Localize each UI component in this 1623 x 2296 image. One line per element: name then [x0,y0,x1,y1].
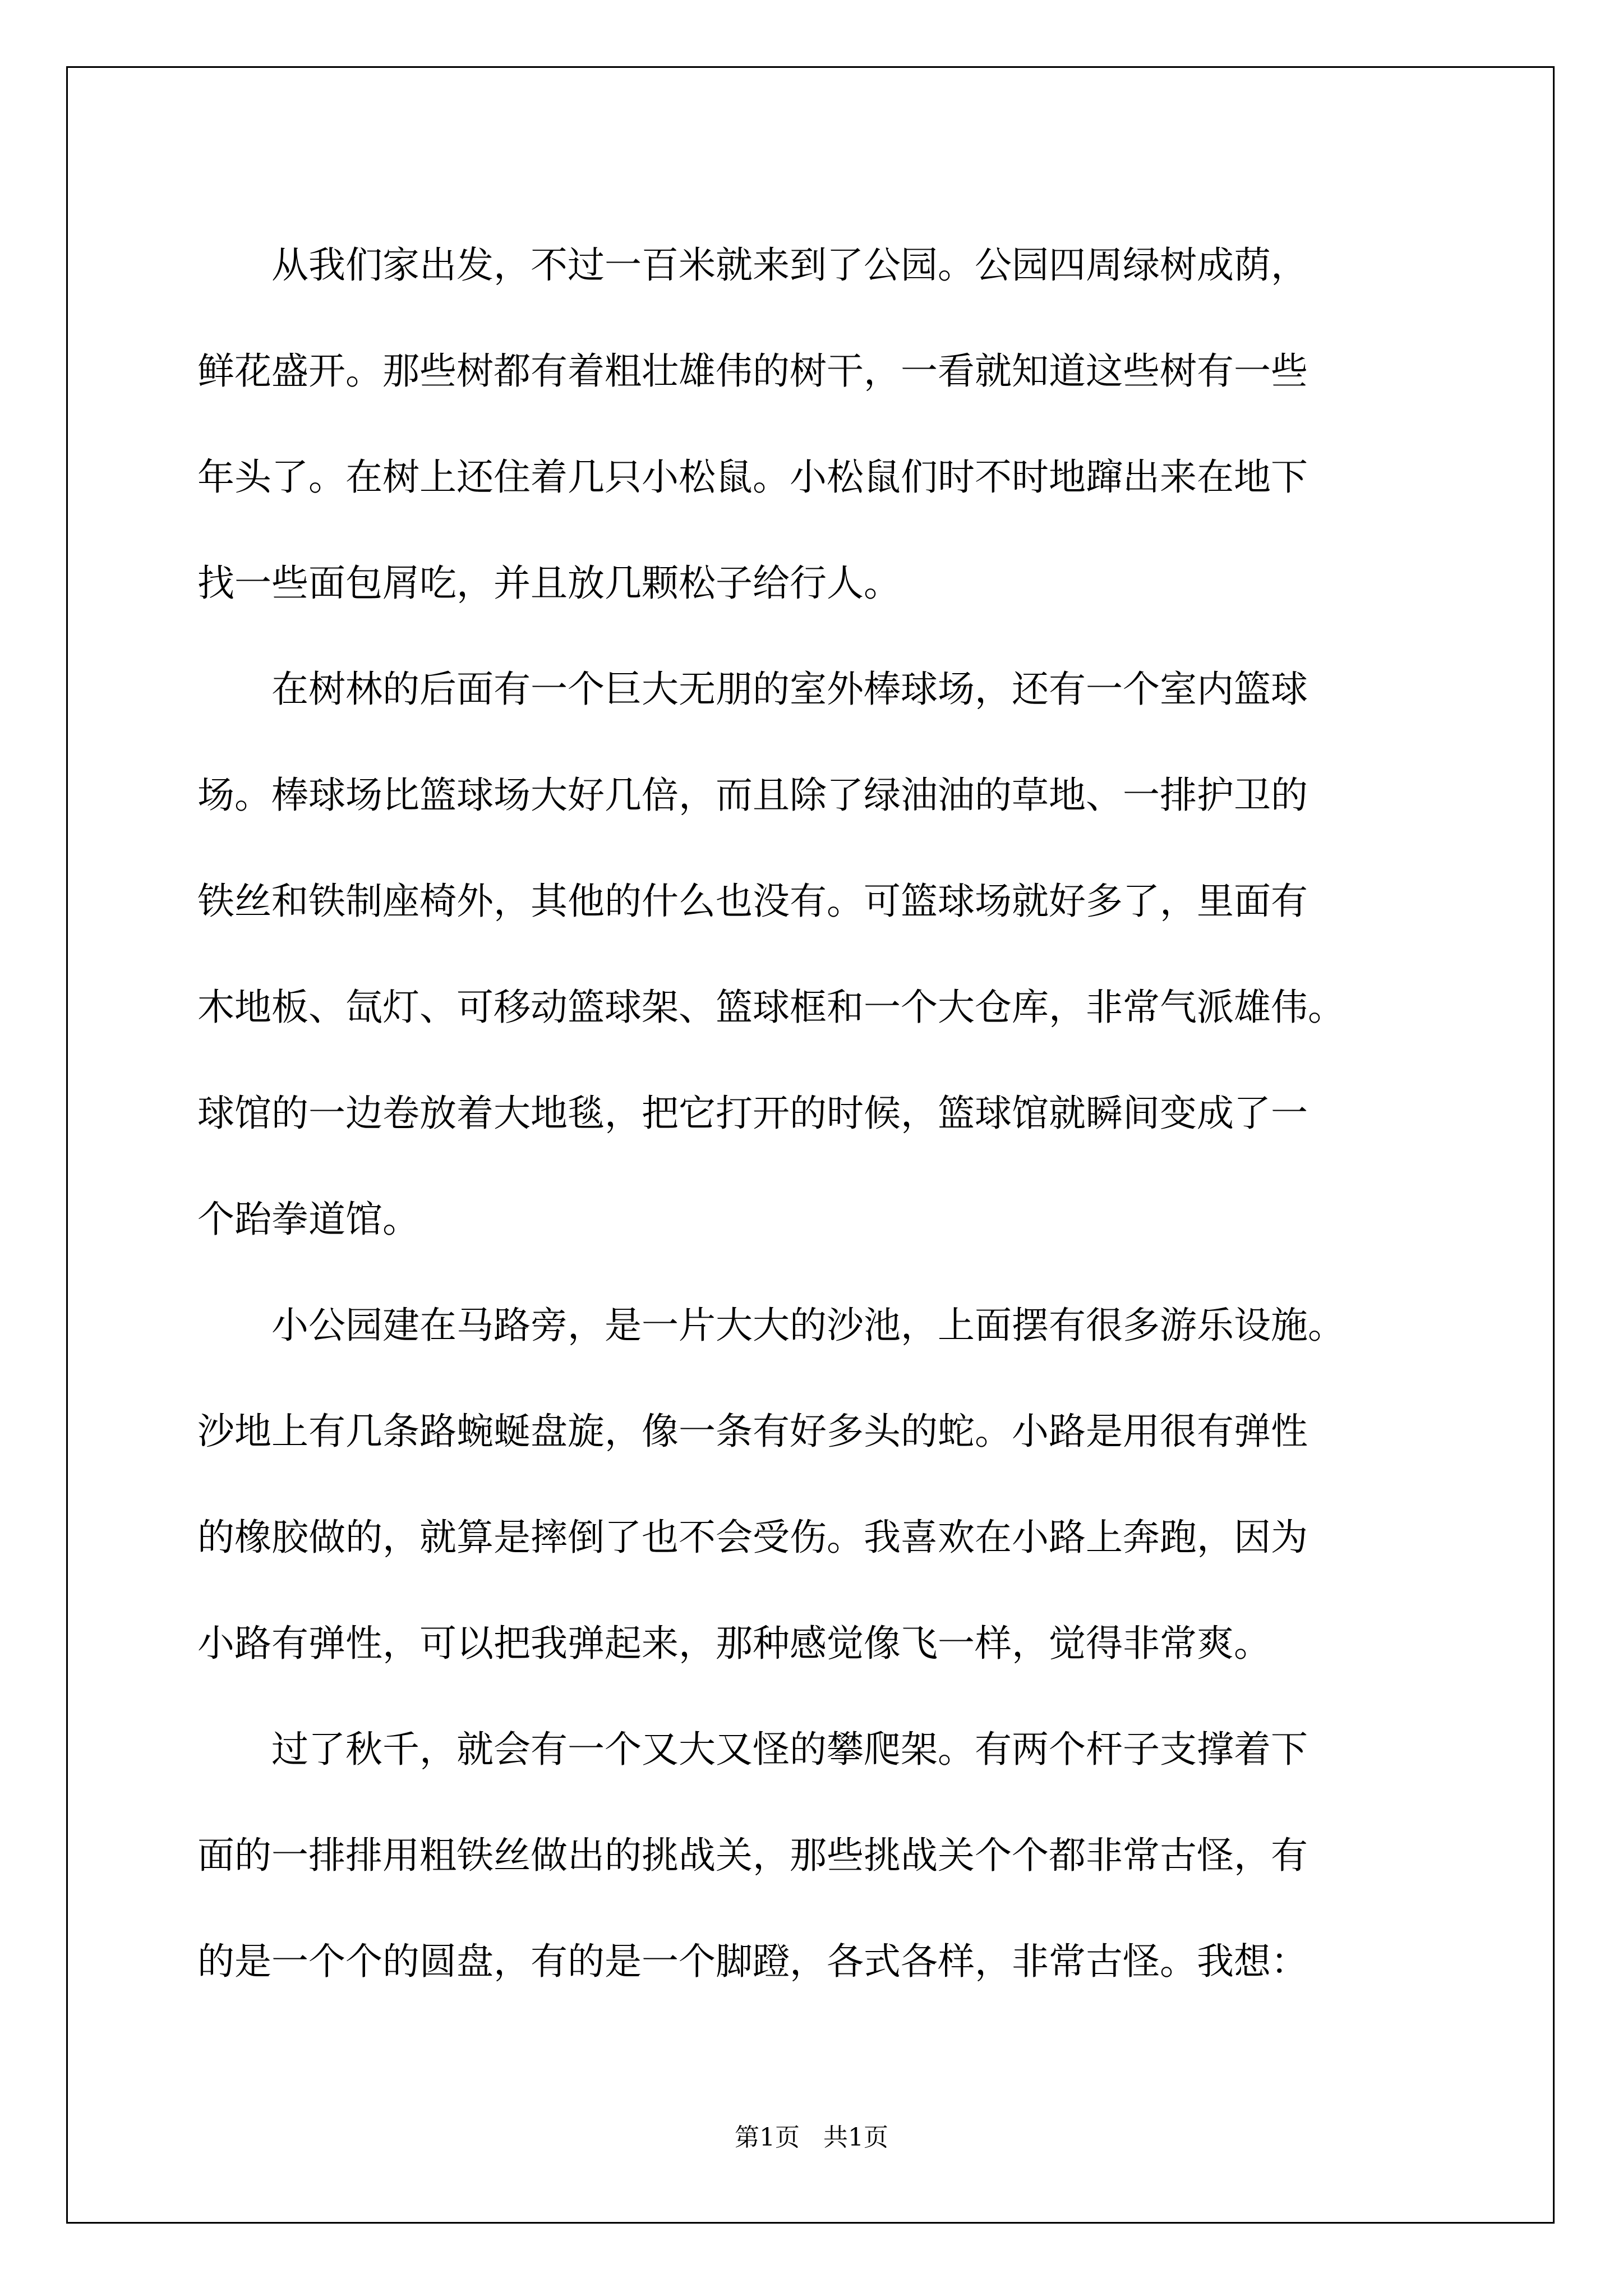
paragraph-2-line-4: 木地板、氙灯、可移动篮球架、篮球框和一个大仓库，非常气派雄伟。 [197,986,1345,1029]
document-body [197,212,1431,2014]
paragraph-1-line-1: 从我们家出发，不过一百米就来到了公园。公园四周绿树成荫， [271,243,1308,287]
paragraph-4-line-2: 面的一排排用粗铁丝做出的挑战关，那些挑战关个个都非常古怪，有 [197,1834,1308,1877]
paragraph-3-line-4: 小路有弹性，可以把我弹起来，那种感觉像飞一样，觉得非常爽。 [197,1622,1271,1665]
paragraph-3-line-3: 的橡胶做的，就算是摔倒了也不会受伤。我喜欢在小路上奔跑，因为 [197,1516,1308,1559]
paragraph-2-line-5: 球馆的一边卷放着大地毯，把它打开的时候，篮球馆就瞬间变成了一 [197,1092,1308,1135]
paragraph-3-line-2: 沙地上有几条路蜿蜒盘旋，像一条有好多头的蛇。小路是用很有弹性 [197,1410,1308,1453]
page-number-footer: 第1页 共1页 [735,2123,888,2152]
paragraph-2-line-2: 场。棒球场比篮球场大好几倍，而且除了绿油油的草地、一排护卫的 [197,774,1308,817]
paragraph-2-line-1: 在树林的后面有一个巨大无朋的室外棒球场，还有一个室内篮球 [271,668,1308,711]
paragraph-1-line-3: 年头了。在树上还住着几只小松鼠。小松鼠们时不时地蹿出来在地下 [197,455,1308,499]
paragraph-1-line-2: 鲜花盛开。那些树都有着粗壮雄伟的树干，一看就知道这些树有一些 [197,349,1308,393]
paragraph-2-line-6: 个跆拳道馆。 [197,1198,419,1241]
paragraph-4-line-3: 的是一个个的圆盘，有的是一个脚蹬，各式各样，非常古怪。我想： [197,1940,1308,1983]
paragraph-2-line-3: 铁丝和铁制座椅外，其他的什么也没有。可篮球场就好多了，里面有 [197,880,1308,923]
paragraph-3-line-1: 小公园建在马路旁，是一片大大的沙池，上面摆有很多游乐设施。 [271,1304,1345,1347]
paragraph-1-line-4: 找一些面包屑吃，并且放几颗松子给行人。 [197,562,901,605]
paragraph-4-line-1: 过了秋千，就会有一个又大又怪的攀爬架。有两个杆子支撑着下 [271,1728,1308,1771]
